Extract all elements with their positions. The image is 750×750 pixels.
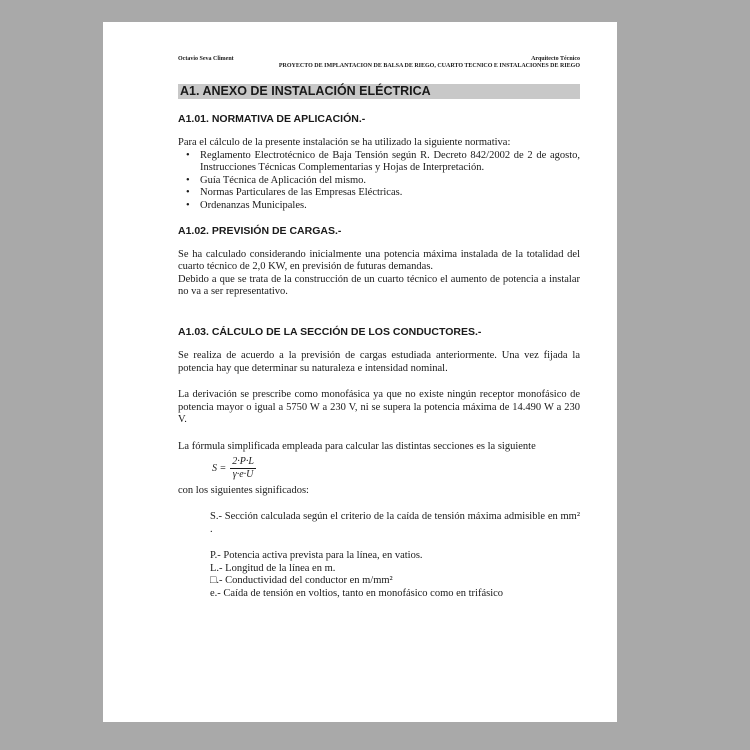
section-3-title: A1.03. CÁLCULO DE LA SECCIÓN DE LOS CONDUCTORES.- xyxy=(178,325,482,338)
section-2-title: A1.02. PREVISIÓN DE CARGAS.- xyxy=(178,224,342,237)
formula-lhs: S = xyxy=(212,462,227,474)
annex-title: A1. ANEXO DE INSTALACIÓN ELÉCTRICA xyxy=(178,84,580,99)
section-3-paragraph-4: con los siguientes significados: xyxy=(178,484,309,496)
definition-e: e.- Caída de tensión en voltios, tanto en monofásico como en trifásico xyxy=(210,588,504,600)
formula-denominator: γ·e·U xyxy=(232,468,254,480)
formula-fraction xyxy=(230,456,256,481)
document-page xyxy=(103,22,617,722)
page-content xyxy=(178,56,580,601)
section-formula xyxy=(212,456,580,481)
formula-numerator: 2·P·L xyxy=(232,455,254,467)
header-profession: Arquitecto Técnico xyxy=(531,56,580,62)
header-author: Octavio Seva Climent xyxy=(178,56,234,62)
page-header xyxy=(178,56,580,63)
section-1-intro: Para el cálculo de la presente instalación se ha utilizado la siguiente normativa: xyxy=(178,137,511,148)
definition-s: S.- Sección calculada según el criterio de la caída de tensión máxima admisible en mm² . xyxy=(210,511,580,535)
regulation-list xyxy=(178,150,580,213)
list-item: • Reglamento Electrotécnico de Baja Tensión según R. Decreto 842/2002 de 2 de agosto, Instrucciones Técnicas Complementarias y Hojas de Interpretación. xyxy=(200,150,580,175)
definition-gamma: □.- Conductividad del conductor en m/mm² xyxy=(210,575,393,587)
list-item: • Ordenanzas Municipales. xyxy=(200,200,580,213)
list-item: • Normas Particulares de las Empresas Eléctricas. xyxy=(200,187,580,200)
section-2-paragraph-2: Debido a que se trata de la construcción de un cuarto técnico el aumento de potencia a instalar no va a ser representativo. xyxy=(178,273,580,298)
header-project: PROYECTO DE IMPLANTACION DE BALSA DE RIEGO, CUARTO TECNICO E INSTALACIONES DE RIEGO xyxy=(278,63,580,69)
section-3-paragraph-3: La fórmula simplificada empleada para calcular las distintas secciones es la siguiente xyxy=(178,440,536,452)
section-1-title: A1.01. NORMATIVA DE APLICACIÓN.- xyxy=(178,113,366,125)
section-2-paragraph-1: Se ha calculado considerando inicialmente una potencia máxima instalada de la totalidad del cuarto técnico de 2,0 KW, en previsión de futuras demandas. xyxy=(178,248,580,273)
definition-l: L.- Longitud de la línea en m. xyxy=(210,562,336,574)
section-3-paragraph-2: La derivación se prescribe como monofásica ya que no existe ningún receptor monofásico de potencia mayor o igual a 5750 W a 230 V, ni se supera la potencia máxima de 14.490 W a 230 V. xyxy=(178,389,580,426)
section-3-paragraph-1: Se realiza de acuerdo a la previsión de cargas estudiada anteriormente. Una vez fijada la potencia hay que determinar su naturaleza e intensidad nominal. xyxy=(178,349,580,374)
list-item: • Guía Técnica de Aplicación del mismo. xyxy=(200,175,580,188)
definition-p: P.- Potencia activa prevista para la línea, en vatios. xyxy=(210,550,423,562)
